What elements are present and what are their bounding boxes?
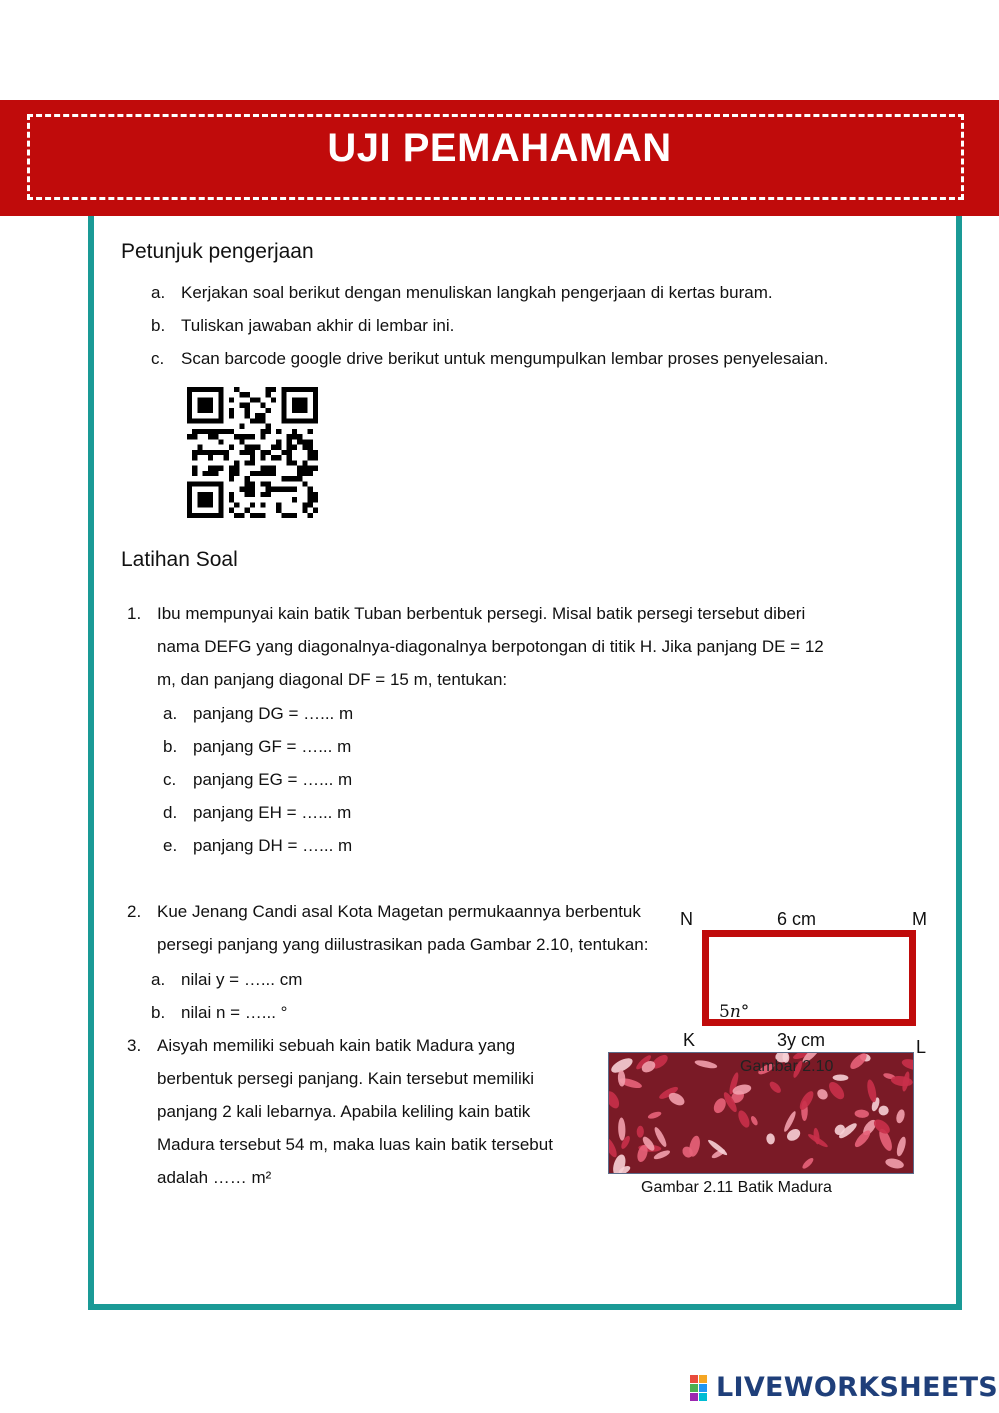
part-marker: e.	[163, 836, 178, 855]
question-1-line: nama DEFG yang diagonalnya-diagonalnya berpotongan di titik H. Jika panjang DE = 12	[157, 637, 824, 656]
question-3-line: panjang 2 kali lebarnya. Apabila keliling kain batik	[157, 1102, 531, 1121]
part-marker: b.	[151, 1003, 166, 1022]
question-3-line: Aisyah memiliki sebuah kain batik Madura yang	[157, 1036, 516, 1055]
question-2-part	[151, 963, 302, 996]
question-2-part	[151, 996, 287, 1029]
instruction-text: Tuliskan jawaban akhir di lembar ini.	[181, 316, 455, 335]
question-1-part	[163, 697, 353, 730]
part-text: panjang EH = …... m	[193, 803, 352, 822]
part-text: panjang GF = …... m	[193, 737, 352, 756]
qr-code-image[interactable]	[187, 387, 318, 518]
part-text: nilai y = …... cm	[181, 970, 303, 989]
figure-2-11-caption: Gambar 2.11 Batik Madura	[641, 1179, 832, 1196]
question-2-line: persegi panjang yang diilustrasikan pada Gambar 2.10, tentukan:	[157, 935, 649, 954]
question-3-number: 3.	[127, 1036, 142, 1055]
part-text: panjang EG = …... m	[193, 770, 353, 789]
instruction-text: Scan barcode google drive berikut untuk mengumpulkan lembar proses penyelesaian.	[181, 349, 829, 368]
liveworksheets-logo[interactable]	[690, 1372, 998, 1403]
question-2-line: Kue Jenang Candi asal Kota Magetan permukaannya berbentuk	[157, 902, 641, 921]
exercises-heading: Latihan Soal	[121, 548, 238, 571]
question-1-part	[163, 763, 352, 796]
part-marker: c.	[163, 770, 177, 789]
question-3-line: adalah …… m²	[157, 1168, 272, 1187]
part-marker: a.	[151, 970, 166, 989]
instruction-item	[151, 309, 454, 342]
bottom-side-label: 3y cm	[777, 1030, 826, 1050]
question-1-line: m, dan panjang diagonal DF = 15 m, tentukan:	[157, 670, 508, 689]
part-text: panjang DH = …... m	[193, 836, 353, 855]
instruction-marker: b.	[151, 316, 166, 335]
question-3-line: Madura tersebut 54 m, maka luas kain batik tersebut	[157, 1135, 553, 1154]
question-1-part	[163, 829, 352, 862]
instruction-text: Kerjakan soal berikut dengan menuliskan langkah pengerjaan di kertas buram.	[181, 283, 773, 302]
instructions-heading: Petunjuk pengerjaan	[121, 240, 314, 263]
part-text: panjang DG = …... m	[193, 704, 354, 723]
instruction-marker: c.	[151, 349, 165, 368]
question-1-part	[163, 730, 351, 763]
question-1-part	[163, 796, 351, 829]
top-side-label: 6 cm	[777, 909, 817, 929]
instruction-item	[151, 276, 773, 309]
page-title: UJI PEMAHAMAN	[327, 126, 672, 170]
part-text: nilai n = …... °	[181, 1003, 288, 1022]
instruction-item	[151, 342, 828, 375]
part-marker: d.	[163, 803, 178, 822]
question-3-line: berbentuk persegi panjang. Kain tersebut memiliki	[157, 1069, 535, 1088]
vertex-m-label: M	[912, 909, 927, 929]
angle-label: 5𝑛°	[719, 1002, 750, 1022]
question-2-number: 2.	[127, 902, 142, 921]
logo-blocks-icon	[690, 1375, 716, 1401]
vertex-n-label: N	[680, 909, 693, 929]
question-1-number: 1.	[127, 604, 142, 623]
figure-2-10-caption: Gambar 2.10	[740, 1058, 834, 1075]
logo-text: LIVEWORKSHEETS	[716, 1372, 999, 1403]
vertex-k-label: K	[683, 1030, 696, 1050]
question-1-line: Ibu mempunyai kain batik Tuban berbentuk persegi. Misal batik persegi tersebut diberi	[157, 604, 806, 623]
instruction-marker: a.	[151, 283, 166, 302]
part-marker: a.	[163, 704, 178, 723]
part-marker: b.	[163, 737, 178, 756]
vertex-l-label: L	[916, 1037, 927, 1057]
